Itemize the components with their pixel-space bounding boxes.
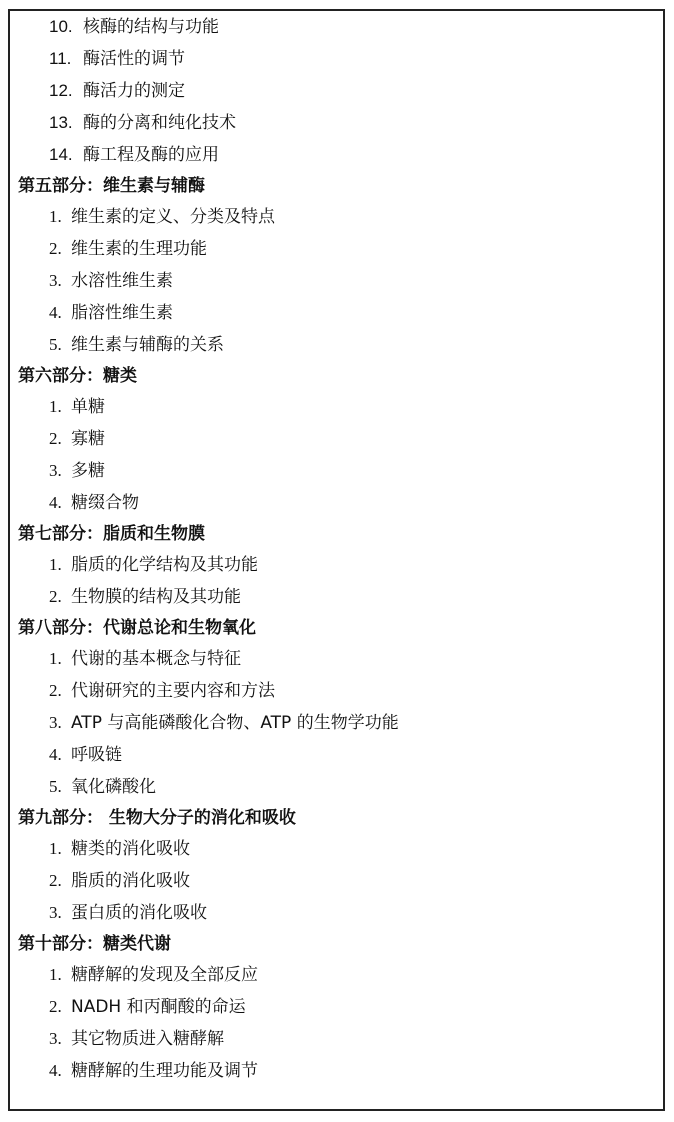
list-item-text: 酶工程及酶的应用 xyxy=(83,145,219,165)
list-item-text: 糖酵解的生理功能及调节 xyxy=(71,1061,258,1081)
list-item-number: 2. xyxy=(49,429,62,448)
list-item xyxy=(10,675,663,707)
list-item xyxy=(10,423,663,455)
list-item xyxy=(10,1055,663,1087)
list-item-number: 4. xyxy=(49,303,62,322)
list-item xyxy=(10,75,663,107)
list-item-text: 糖类的消化吸收 xyxy=(71,839,190,859)
section xyxy=(10,361,663,519)
list-item-number: 4. xyxy=(49,745,62,764)
list-item xyxy=(10,833,663,865)
list-item-number: 1. xyxy=(49,397,62,416)
list-item-number: 3. xyxy=(49,1029,62,1048)
list-item-text: 维生素与辅酶的关系 xyxy=(71,335,224,355)
list-item xyxy=(10,297,663,329)
list-item-text: 其它物质进入糖酵解 xyxy=(71,1029,224,1049)
list-item-number: 14. xyxy=(49,145,73,164)
list-item xyxy=(10,1023,663,1055)
list-item-number: 4. xyxy=(49,493,62,512)
list-item-number: 4. xyxy=(49,1061,62,1080)
list-item-number: 1. xyxy=(49,555,62,574)
list-item-text: 维生素的定义、分类及特点 xyxy=(71,207,275,227)
section-heading: 第六部分：糖类 xyxy=(18,366,137,386)
list-item-text: 糖酵解的发现及全部反应 xyxy=(71,965,258,985)
section xyxy=(10,929,663,1087)
list-item xyxy=(10,707,663,739)
list-item xyxy=(10,959,663,991)
section-heading: 第五部分：维生素与辅酶 xyxy=(18,176,205,196)
list-item-number: 1. xyxy=(49,839,62,858)
list-item-text: 代谢的基本概念与特征 xyxy=(71,649,241,669)
section xyxy=(10,171,663,361)
section xyxy=(10,613,663,803)
list-item-text: 酶活力的测定 xyxy=(83,81,185,101)
list-item xyxy=(10,897,663,929)
list-item-number: 11. xyxy=(49,49,72,68)
list-item-number: 3. xyxy=(49,461,62,480)
list-item-text: 糖缀合物 xyxy=(71,493,139,513)
list-item-number: 2. xyxy=(49,997,62,1016)
list-item-text: 酶的分离和纯化技术 xyxy=(83,113,236,133)
list-item-text: 蛋白质的消化吸收 xyxy=(71,903,207,923)
section xyxy=(10,803,663,929)
list-item-text: 氧化磷酸化 xyxy=(71,777,156,797)
list-item-number: 13. xyxy=(49,113,73,132)
list-item-text: 核酶的结构与功能 xyxy=(83,17,219,37)
list-item-text: 呼吸链 xyxy=(71,745,122,765)
list-item-number: 2. xyxy=(49,587,62,606)
document-frame xyxy=(8,9,665,1111)
list-item-number: 5. xyxy=(49,777,62,796)
list-item xyxy=(10,771,663,803)
list-item-number: 1. xyxy=(49,207,62,226)
list-item xyxy=(10,11,663,43)
list-item-text: NADH 和丙酮酸的命运 xyxy=(71,997,246,1017)
section-heading: 第十部分：糖类代谢 xyxy=(18,934,171,954)
list-item-number: 10. xyxy=(49,17,73,36)
list-item xyxy=(10,581,663,613)
list-item xyxy=(10,139,663,171)
list-item-number: 3. xyxy=(49,903,62,922)
section-heading: 第七部分：脂质和生物膜 xyxy=(18,524,205,544)
section-heading: 第九部分： 生物大分子的消化和吸收 xyxy=(18,808,296,828)
list-item xyxy=(10,201,663,233)
list-item-number: 2. xyxy=(49,871,62,890)
list-item-text: 寡糖 xyxy=(71,429,105,449)
list-item-number: 12. xyxy=(49,81,73,100)
continued-enzyme-list xyxy=(10,11,663,171)
list-item-text: 水溶性维生素 xyxy=(71,271,173,291)
list-item-number: 1. xyxy=(49,965,62,984)
list-item xyxy=(10,265,663,297)
list-item xyxy=(10,643,663,675)
list-item xyxy=(10,865,663,897)
list-item-text: 脂溶性维生素 xyxy=(71,303,173,323)
list-item-text: 维生素的生理功能 xyxy=(71,239,207,259)
list-item xyxy=(10,991,663,1023)
sections-container xyxy=(10,171,663,1087)
list-item-text: 多糖 xyxy=(71,461,105,481)
list-item xyxy=(10,233,663,265)
list-item-number: 3. xyxy=(49,271,62,290)
list-item xyxy=(10,487,663,519)
list-item-text: 酶活性的调节 xyxy=(83,49,185,69)
list-item-number: 3. xyxy=(49,713,62,732)
list-item-text: 生物膜的结构及其功能 xyxy=(71,587,241,607)
list-item-text: 单糖 xyxy=(71,397,105,417)
list-item-number: 1. xyxy=(49,649,62,668)
list-item-number: 2. xyxy=(49,681,62,700)
list-item-text: 代谢研究的主要内容和方法 xyxy=(71,681,275,701)
section-heading: 第八部分：代谢总论和生物氧化 xyxy=(18,618,256,638)
list-item-text: ATP 与高能磷酸化合物、ATP 的生物学功能 xyxy=(71,713,399,733)
list-item xyxy=(10,549,663,581)
list-item xyxy=(10,739,663,771)
list-item xyxy=(10,391,663,423)
list-item xyxy=(10,455,663,487)
list-item-number: 5. xyxy=(49,335,62,354)
list-item-text: 脂质的化学结构及其功能 xyxy=(71,555,258,575)
section xyxy=(10,519,663,613)
list-item-number: 2. xyxy=(49,239,62,258)
list-item-text: 脂质的消化吸收 xyxy=(71,871,190,891)
list-item xyxy=(10,107,663,139)
list-item xyxy=(10,329,663,361)
list-item xyxy=(10,43,663,75)
